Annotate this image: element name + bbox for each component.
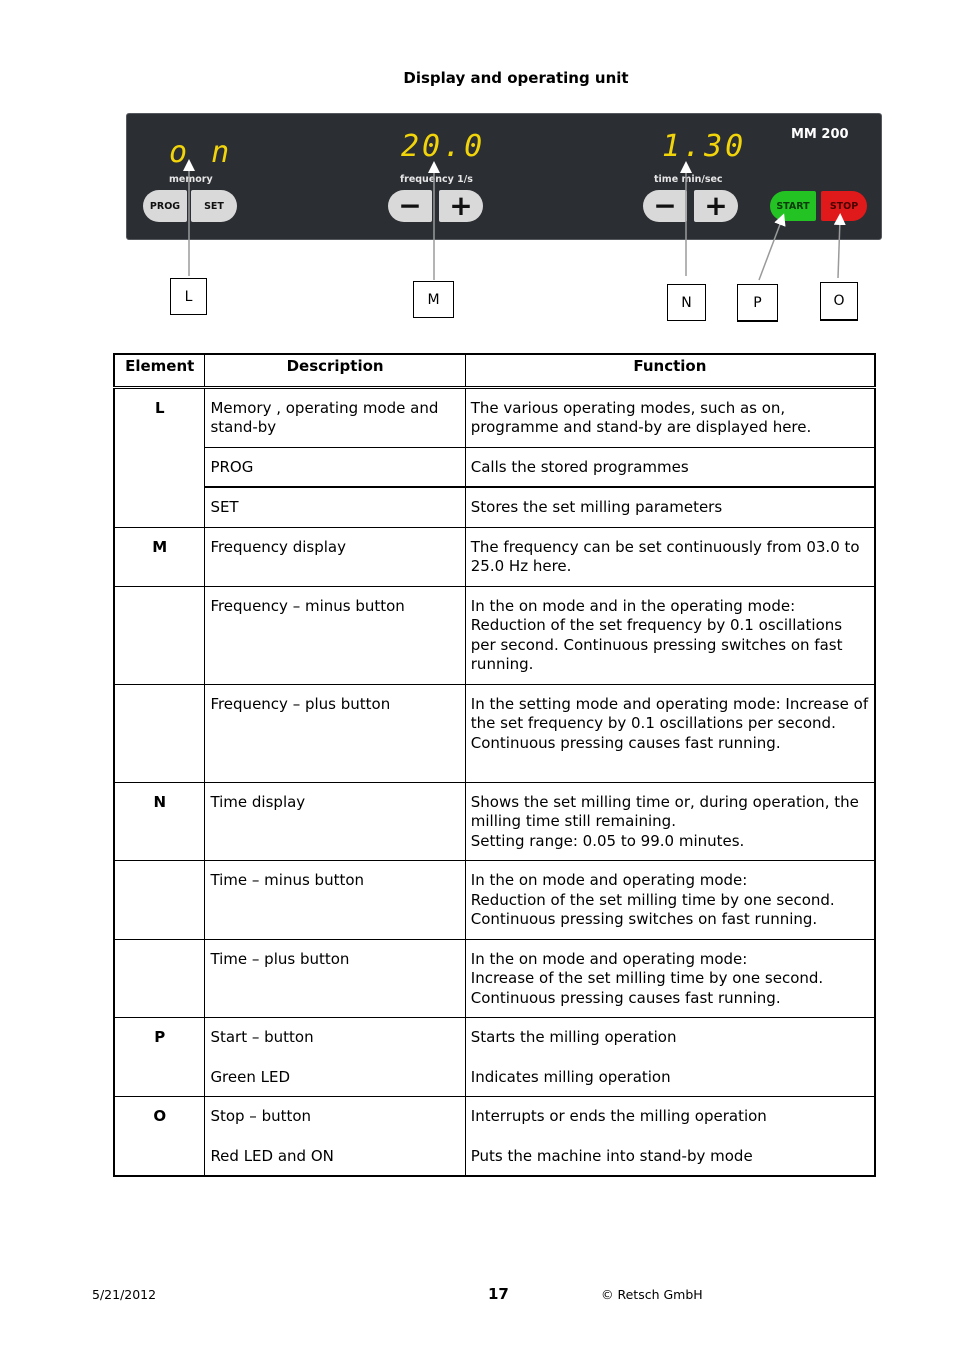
- table-row: [114, 861, 875, 940]
- function-cell: Calls the stored programmes: [465, 447, 875, 487]
- element-cell: [114, 487, 205, 527]
- function-text: In the on mode and operating mode:: [470, 871, 748, 889]
- element-cell: [114, 861, 205, 940]
- frequency-display: 20.0: [401, 129, 486, 164]
- set-button[interactable]: SET: [191, 190, 237, 222]
- description-cell: SET: [205, 487, 465, 527]
- prog-button[interactable]: PROG: [143, 190, 187, 222]
- function-text: Starts the milling operation: [470, 1028, 677, 1046]
- function-cell: Stores the set milling parameters: [465, 487, 875, 527]
- column-header: Description: [205, 354, 465, 387]
- element-table: [113, 353, 876, 1177]
- element-cell: [114, 586, 205, 684]
- callout-p: P: [737, 284, 778, 322]
- element-cell: [114, 939, 205, 1018]
- callout-n: N: [667, 284, 706, 321]
- callout-o: O: [820, 282, 858, 321]
- table-row: [114, 487, 875, 527]
- description-cell: Time – minus button: [205, 861, 465, 940]
- function-text-2: Indicates milling operation: [470, 1067, 671, 1086]
- time-minus-button[interactable]: −: [643, 190, 687, 222]
- time-display: 1.30: [662, 129, 747, 164]
- table-row: [114, 782, 875, 861]
- function-text: In the on mode and operating mode:: [470, 949, 748, 968]
- table-row: [114, 1018, 875, 1097]
- page-number: 17: [488, 1285, 509, 1303]
- element-cell: M: [114, 527, 205, 586]
- table-row: [114, 684, 875, 782]
- description-text: Start – button: [210, 1028, 314, 1046]
- description-cell: [205, 1097, 465, 1177]
- function-cell: In the setting mode and operating mode: Increase of the set frequency by 0.1 oscillations per second. Continuous pressing causes fast running.: [465, 684, 875, 782]
- frequency-label: frequency 1/s: [400, 174, 473, 185]
- control-panel: [126, 113, 882, 240]
- model-label: MM 200: [791, 127, 849, 142]
- description-cell: [205, 1018, 465, 1097]
- description-text-2: Green LED: [210, 1067, 291, 1086]
- table-row: [114, 447, 875, 487]
- table-row: [114, 939, 875, 1018]
- description-cell: Frequency – minus button: [205, 586, 465, 684]
- element-cell: N: [114, 782, 205, 861]
- function-cell: [465, 939, 875, 1018]
- footer-copyright: © Retsch GmbH: [601, 1287, 703, 1302]
- column-header: Element: [114, 354, 205, 387]
- frequency-minus-button[interactable]: −: [388, 190, 432, 222]
- function-text: Shows the set milling time or, during operation, the milling time still remaining.: [470, 792, 859, 830]
- element-cell: [114, 447, 205, 487]
- function-cell: [465, 1018, 875, 1097]
- description-cell: PROG: [205, 447, 465, 487]
- function-cell: The various operating modes, such as on, programme and stand-by are displayed here.: [465, 387, 875, 447]
- frequency-plus-button[interactable]: +: [439, 190, 483, 222]
- memory-label: memory: [169, 174, 213, 185]
- description-text: Stop – button: [210, 1107, 312, 1125]
- function-text-2: Increase of the set milling time by one second. Continuous pressing causes fast running.: [470, 969, 824, 1007]
- footer-date: 5/21/2012: [92, 1287, 157, 1302]
- callout-l: L: [170, 278, 207, 315]
- memory-display: o n: [169, 135, 233, 170]
- table-header-row: [114, 354, 875, 387]
- table-row: [114, 527, 875, 586]
- callout-m: M: [413, 281, 454, 318]
- element-cell: O: [114, 1097, 205, 1177]
- table-row: [114, 387, 875, 447]
- element-cell: L: [114, 387, 205, 447]
- description-cell: Time display: [205, 782, 465, 861]
- stop-button[interactable]: STOP: [821, 191, 867, 221]
- description-cell: Memory , operating mode and stand-by: [205, 387, 465, 447]
- function-cell: In the on mode and in the operating mode: Reduction of the set frequency by 0.1 oscillations per second. Continuous pressing switches on fast running.: [465, 586, 875, 684]
- function-cell: [465, 1097, 875, 1177]
- function-cell: The frequency can be set continuously from 03.0 to 25.0 Hz here.: [465, 527, 875, 586]
- function-text: Interrupts or ends the milling operation: [470, 1107, 767, 1125]
- function-cell: [465, 782, 875, 861]
- time-plus-button[interactable]: +: [694, 190, 738, 222]
- table-row: [114, 1097, 875, 1177]
- description-cell: Frequency display: [205, 527, 465, 586]
- function-text-2: Reduction of the set milling time by one second. Continuous pressing switches on fast running.: [470, 890, 835, 928]
- section-heading: Display and operating unit: [403, 69, 629, 87]
- time-label: time min/sec: [654, 174, 723, 185]
- element-cell: [114, 684, 205, 782]
- description-cell: Frequency – plus button: [205, 684, 465, 782]
- function-text-2: Puts the machine into stand-by mode: [470, 1146, 753, 1165]
- description-text-2: Red LED and ON: [210, 1146, 334, 1165]
- column-header: Function: [465, 354, 875, 387]
- function-cell: [465, 861, 875, 940]
- description-cell: Time – plus button: [205, 939, 465, 1018]
- table-row: [114, 586, 875, 684]
- element-cell: P: [114, 1018, 205, 1097]
- function-text-2: Setting range: 0.05 to 99.0 minutes.: [470, 831, 745, 850]
- start-button[interactable]: START: [770, 191, 816, 221]
